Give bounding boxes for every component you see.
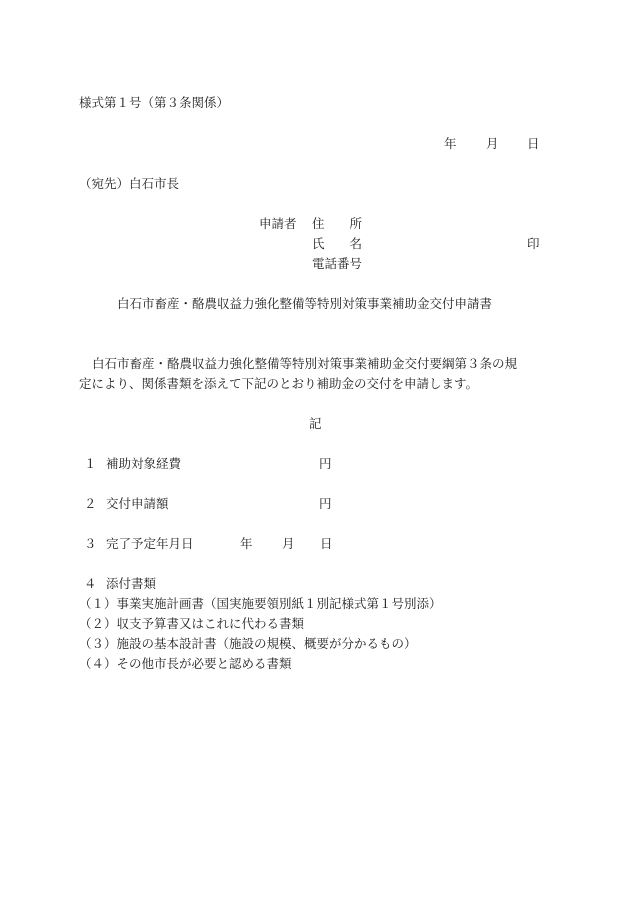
completion-year: 年	[240, 536, 253, 551]
attachment-item: （２）収支予算書又はこれに代わる書類	[79, 616, 305, 631]
ki-heading: 記	[309, 416, 322, 431]
applicant-label: 申請者	[259, 216, 297, 231]
document-title: 白石市畜産・酪農収益力強化整備等特別対策事業補助金交付申請書	[117, 296, 493, 311]
name-label: 氏 名	[312, 236, 363, 251]
attachment-item: （３）施設の基本設計書（施設の規模、概要が分かるもの）	[79, 636, 417, 651]
completion-month: 月	[282, 536, 295, 551]
attachments-label: 添付書類	[106, 576, 157, 591]
item-number: １	[84, 456, 97, 471]
date-day: 日	[527, 136, 540, 151]
address-label: 住 所	[312, 216, 363, 231]
completion-day: 日	[320, 536, 333, 551]
item-label: 交付申請額	[106, 496, 169, 511]
item-number: ４	[84, 576, 97, 591]
form-number: 様式第１号（第３条関係）	[79, 95, 230, 110]
item-unit: 円	[319, 496, 332, 511]
seal-mark: 印	[527, 236, 540, 251]
item-number: ３	[84, 536, 97, 551]
item-unit: 円	[319, 456, 332, 471]
attachment-item: （４）その他市長が必要と認める書類	[79, 656, 292, 671]
date-year: 年	[444, 136, 457, 151]
completion-label: 完了予定年月日	[106, 536, 194, 551]
item-label: 補助対象経費	[106, 456, 182, 471]
item-number: ２	[84, 496, 97, 511]
body-line-2: 定により、関係書類を添えて下記のとおり補助金の交付を申請します。	[79, 376, 479, 391]
addressee: （宛先）白石市長	[79, 176, 180, 191]
body-line-1: 白石市畜産・酪農収益力強化整備等特別対策事業補助金交付要綱第３条の規	[92, 356, 518, 371]
attachment-item: （１）事業実施計画書（国実施要領別紙１別記様式第１号別添）	[79, 596, 442, 611]
date-month: 月	[486, 136, 499, 151]
phone-label: 電話番号	[312, 256, 363, 271]
